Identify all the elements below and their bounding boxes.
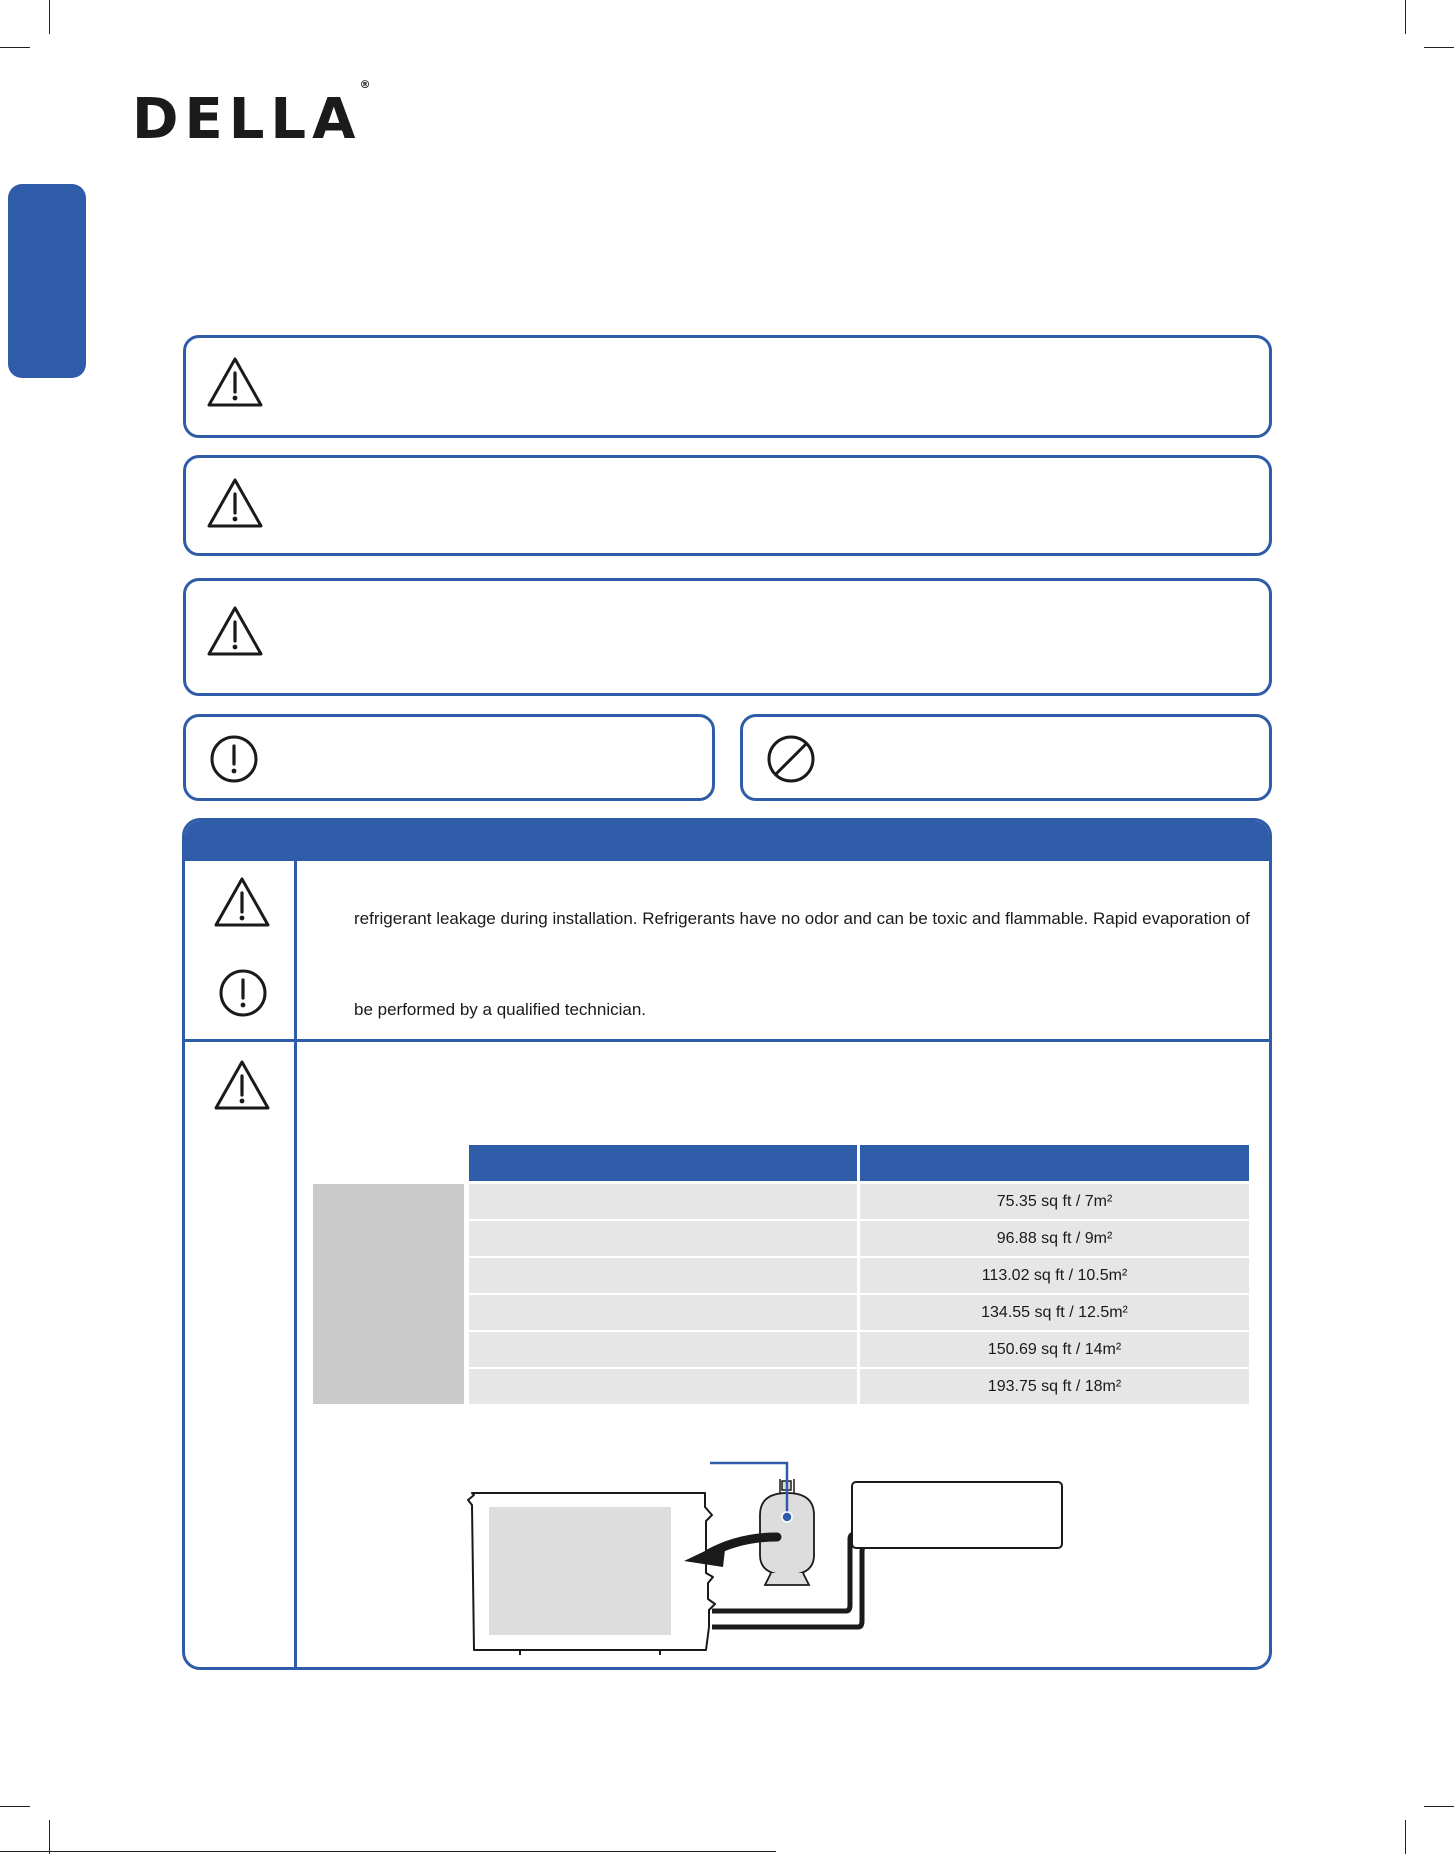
table-cell-left: [469, 1332, 857, 1367]
crop-mark: [1424, 47, 1454, 48]
table-cell-value: 75.35 sq ft / 7m²: [860, 1184, 1249, 1219]
refrigerant-leak-diagram: [460, 1455, 880, 1655]
table-cell-value: 113.02 sq ft / 10.5m²: [860, 1258, 1249, 1293]
registered-mark: ®: [359, 78, 371, 92]
table-cell-value: 134.55 sq ft / 12.5m²: [860, 1295, 1249, 1330]
prohibited-circle-icon: [766, 734, 816, 784]
section-header-bar: [185, 821, 1269, 861]
table-cell-left: [469, 1295, 857, 1330]
warning-triangle-icon: [213, 876, 271, 928]
table-cell-left: [469, 1258, 857, 1293]
crop-mark: [0, 47, 30, 48]
brand-logo-text: DELLA: [132, 87, 362, 152]
warning-triangle-icon: [213, 1059, 271, 1111]
refrigerant-text-line-1: refrigerant leakage during installation. Refrigerants have no odor and can be toxic and flammable. Rapid evaporation of: [354, 909, 1250, 928]
table-cell-left: [469, 1369, 857, 1404]
crop-mark: [1424, 1806, 1454, 1807]
table-cell-value: 96.88 sq ft / 9m²: [860, 1221, 1249, 1256]
warning-triangle-icon: [206, 356, 264, 408]
room-floor-area: [489, 1507, 671, 1635]
row-divider: [185, 1039, 1269, 1042]
caution-box: [183, 714, 715, 801]
exclamation-circle-icon: [209, 734, 259, 784]
warning-triangle-icon: [206, 477, 264, 529]
table-header-col-1: [469, 1145, 857, 1181]
crop-mark: [0, 1806, 30, 1807]
warning-triangle-icon: [206, 605, 264, 657]
table-cell-value: 193.75 sq ft / 18m²: [860, 1369, 1249, 1404]
table-cell-left: [469, 1184, 857, 1219]
warning-box-1: [183, 335, 1272, 438]
table-header-col-2: [860, 1145, 1249, 1181]
crop-mark: [1405, 0, 1406, 34]
side-tab: [8, 184, 86, 378]
brand-logo: [132, 78, 372, 152]
table-side-label-cell: [313, 1184, 464, 1404]
diagram-callout-box: [851, 1481, 1063, 1549]
warning-box-3: [183, 578, 1272, 696]
exclamation-circle-icon: [218, 968, 268, 1018]
icon-column-divider: [294, 861, 297, 1670]
crop-mark: [49, 0, 50, 34]
crop-mark: [49, 1820, 50, 1854]
refrigerant-text-line-2: be performed by a qualified technician.: [354, 1000, 647, 1019]
table-cell-value: 150.69 sq ft / 14m²: [860, 1332, 1249, 1367]
bottom-rule: [0, 1851, 776, 1852]
crop-mark: [1405, 1820, 1406, 1854]
table-cell-left: [469, 1221, 857, 1256]
prohibited-box: [740, 714, 1272, 801]
warning-box-2: [183, 455, 1272, 556]
